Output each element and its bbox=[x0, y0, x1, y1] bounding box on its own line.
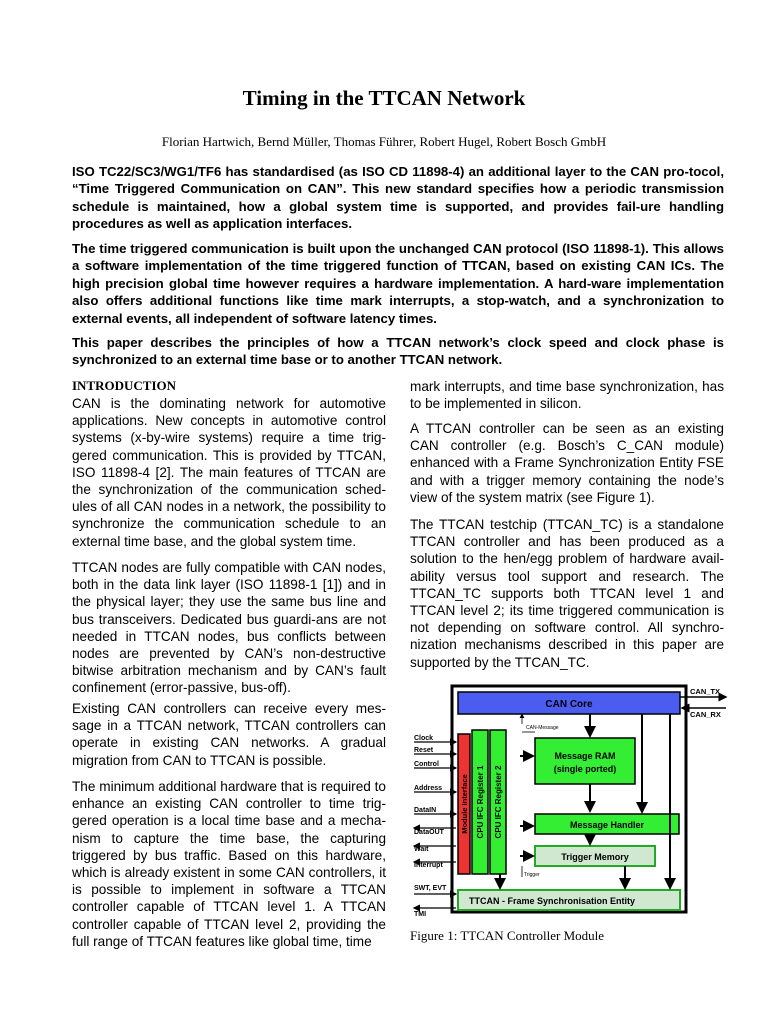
can-message-label: CAN-Message bbox=[526, 725, 559, 731]
body-paragraph: CAN is the dominating network for automotive applications. New concepts in automotive control systems (x-by-wire systems) require a time trig-gered communication. This is provided by TTCAN, ISO 11898-4 [2]. The main features of TTCAN are the synchronization of the communication sched-ules of all CAN nodes in a network, the possibility to synchronize the communication schedule to an external time base, and the global system time. bbox=[72, 396, 386, 549]
signal-label: Reset bbox=[414, 747, 434, 754]
figure-caption: Figure 1: TTCAN Controller Module bbox=[410, 928, 605, 943]
abstract-paragraph: ISO TC22/SC3/WG1/TF6 has standardised (as ISO CD 11898-4) an additional layer to the CAN pro-tocol, “Time Triggered Communication on CAN”. This new standard specifies how a periodic transmission schedule is maintained, how a global system time is supported, and provides fail-ure handling procedures as well as application interfaces. bbox=[72, 164, 724, 232]
paper-title: Timing in the TTCAN Network bbox=[242, 86, 526, 110]
signal-label: Interrupt bbox=[414, 862, 443, 869]
signal-label: DataIN bbox=[414, 807, 437, 814]
signal-label: Control bbox=[414, 761, 439, 768]
signal-label: SWT, EVT bbox=[414, 885, 447, 892]
cpu-reg-2-label: CPU IFC Register 2 bbox=[494, 765, 503, 839]
fse-label: TTCAN - Frame Synchronisation Entity bbox=[468, 896, 636, 906]
message-ram-label: Message RAM bbox=[554, 751, 616, 761]
module-interface-label: Module Interface bbox=[460, 774, 469, 834]
author-line: Florian Hartwich, Bernd Müller, Thomas Führer, Robert Hugel, Robert Bosch GmbH bbox=[161, 134, 607, 149]
trigger-memory-label: Trigger Memory bbox=[561, 852, 629, 862]
body-paragraph: Existing CAN controllers can receive every mes-sage in a TTCAN network, TTCAN controllers can operate in existing CAN networks. A gradual migration from CAN to TTCAN is possible. bbox=[72, 701, 386, 768]
body-paragraph: A TTCAN controller can be seen as an existing CAN controller (e.g. Bosch’s C_CAN module) enhanced with a Frame Synchronization Entity FSE and with a trigger memory containing the node’s view of the system matrix (see Figure 1). bbox=[410, 421, 724, 505]
abstract-paragraph: The time triggered communication is built upon the unchanged CAN protocol (ISO 11898-1). This allows a software implementation of the time triggered function of TTCAN, based on existing CAN ICs. The high precision global time however requires a hardware implementation. A hard-ware implementation also offers additional functions like time mark interrupts, a stop-watch, and a synchronization to external events, all independent of software latency times. bbox=[72, 241, 724, 326]
body-paragraph: TTCAN nodes are fully compatible with CAN nodes, both in the data link layer (ISO 11898-1 [1]) and in the physical layer; they use the same bus line and bus transceivers. Dedicated bus guardi-ans are not needed in TTCAN nodes, bus conflicts between nodes are prevented by CAN’s non-destructive bitwise arbitration mechanism and by CAN’s fault confinement (error-passive, bus-off). bbox=[72, 560, 386, 696]
body-paragraph: The minimum additional hardware that is required to enhance an existing CAN controller to time trig-gered operation is a local time base and a mecha-nism to capture the time base, the capturing triggered by bus traffic. Based on this hardware, which is already existent in some CAN controllers, it is possible to implement in software a TTCAN controller capable of TTCAN level 1. A TTCAN controller capable of TTCAN level 2, providing the full range of TTCAN features like global time, time bbox=[72, 779, 386, 949]
message-ram-sublabel: (single ported) bbox=[553, 764, 617, 774]
signal-label: Clock bbox=[414, 735, 434, 742]
body-paragraph: mark interrupts, and time base synchronization, has to be implemented in silicon. bbox=[410, 379, 724, 412]
trigger-label: Trigger bbox=[524, 872, 540, 878]
signal-label: Wait bbox=[414, 846, 429, 853]
signal-label: DataOUT bbox=[414, 829, 444, 836]
message-handler-label: Message Handler bbox=[569, 820, 645, 830]
signal-label: TMI bbox=[414, 911, 427, 918]
left-column bbox=[72, 378, 386, 978]
ttcan-controller-diagram bbox=[410, 684, 730, 924]
message-ram-box bbox=[535, 738, 635, 784]
signal-group bbox=[414, 735, 456, 918]
can-rx-label: CAN_RX bbox=[690, 710, 721, 719]
signal-label: Address bbox=[414, 785, 443, 792]
can-core-label: CAN Core bbox=[545, 699, 593, 710]
abstract-paragraph: This paper describes the principles of how a TTCAN network’s clock speed and clock phase is synchronized to an external time base or to another TTCAN network. bbox=[72, 335, 724, 368]
body-paragraph: The TTCAN testchip (TTCAN_TC) is a standalone TTCAN controller and has been produced as a solution to the hen/egg problem of hardware avail-ability versus tool support and research. The TTCAN_TC supports both TTCAN level 1 and TTCAN level 2; its time triggered communication is not depending on software control. All synchro-nization mechanisms described in this paper are supported by the TTCAN_TC. bbox=[410, 517, 724, 670]
can-tx-label: CAN_TX bbox=[690, 687, 721, 696]
cpu-reg-1-label: CPU IFC Register 1 bbox=[476, 765, 485, 839]
section-heading-introduction: INTRODUCTION bbox=[72, 378, 177, 393]
right-column bbox=[410, 378, 724, 678]
